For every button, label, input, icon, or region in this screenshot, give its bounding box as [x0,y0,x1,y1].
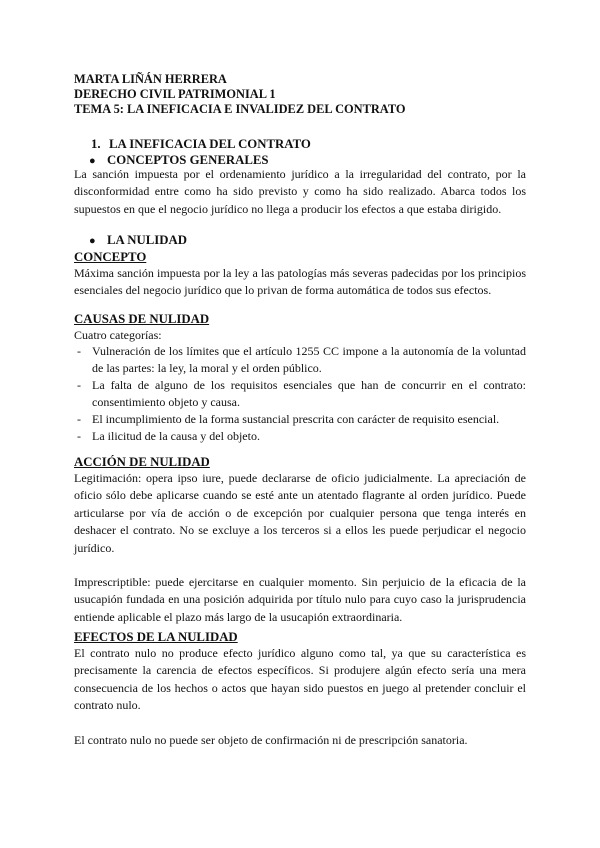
accion-legitimacion: Legitimación: opera ipso iure, puede declararse de oficio judicialmente. La apreciación de oficio sólo debe aplicarse cuando se esté ante un atentado flagrante al orden jurídico. Puede articularse por vía de acción o de excepción por cualquier persona que tenga interés en deshacer el contrato. No se excluye a los terceros si a ellos les puede perjudicar el negocio jurídico. [74,471,526,555]
causas-list [74,343,526,445]
list-item: - La ilicitud de la causa y del objeto. [74,428,526,445]
author-name: MARTA LIÑÁN HERRERA [74,72,227,86]
accion-imprescriptible: Imprescriptible: puede ejercitarse en cualquier momento. Sin perjuicio de la eficacia de la usucapión fundada en una posición adquirida por título nulo para cuyo caso la jurisprudencia entiende aplicable el plazo más largo de la usucapión extraordinaria. [74,575,526,624]
list-item: - La falta de alguno de los requisitos esenciales que han de concurrir en el contrato: consentimiento objeto y causa. [74,377,526,411]
bullet-icon: ● [89,155,96,167]
concepto-text: Máxima sanción impuesta por la ley a las patologías más severas padecidas por los principios esenciales del negocio jurídico que lo privan de forma automática de todos sus efectos. [74,266,526,298]
nulidad-section [74,233,526,300]
course-name: DERECHO CIVIL PATRIMONIAL 1 [74,87,276,101]
efectos-heading: EFECTOS DE LA NULIDAD [74,630,238,644]
document-header [74,72,526,117]
accion-heading: ACCIÓN DE NULIDAD [74,455,210,469]
causas-section [74,312,526,445]
list-item: - Vulneración de los límites que el artículo 1255 CC impone a la autonomía de la voluntad de las partes: la ley, la moral y el orden público. [74,343,526,377]
concepto-heading: CONCEPTO [74,250,147,264]
nulidad-title: LA NULIDAD [107,233,187,247]
bullet-icon: ● [89,235,96,247]
topic-title: TEMA 5: LA INEFICACIA E INVALIDEZ DEL CONTRATO [74,102,406,116]
conceptos-text: La sanción impuesta por el ordenamiento jurídico a la irregularidad del contrato, por la disconformidad entre como ha sido previsto y como ha sido realizado. Abarca todos los supuestos en que el negocio jurídico no llega a producir los efectos a que estaba dirigido. [74,167,526,216]
efectos-text-1: El contrato nulo no produce efecto jurídico alguno como tal, ya que su característica es precisamente la carencia de efectos específicos. Si produjere algún efecto sería una mera consecuencia de los hechos o actos que hayan sido puestos en juego al pretender concluir el contrato nulo. [74,646,526,713]
section-number: 1. [91,137,101,151]
efectos-text-2: El contrato nulo no puede ser objeto de confirmación ni de prescripción sanatoria. [74,732,468,747]
conceptos-section [74,166,526,218]
efectos-section [74,630,526,749]
list-item: - El incumplimiento de la forma sustancial prescrita con carácter de requisito esencial. [74,411,526,428]
causas-intro: Cuatro categorías: [74,328,162,342]
nulidad-heading [74,233,526,249]
causas-heading: CAUSAS DE NULIDAD [74,312,210,326]
section-title: LA INEFICACIA DEL CONTRATO [109,137,311,151]
section-1-heading [74,137,526,169]
accion-section [74,455,526,626]
conceptos-title: CONCEPTOS GENERALES [107,153,269,167]
